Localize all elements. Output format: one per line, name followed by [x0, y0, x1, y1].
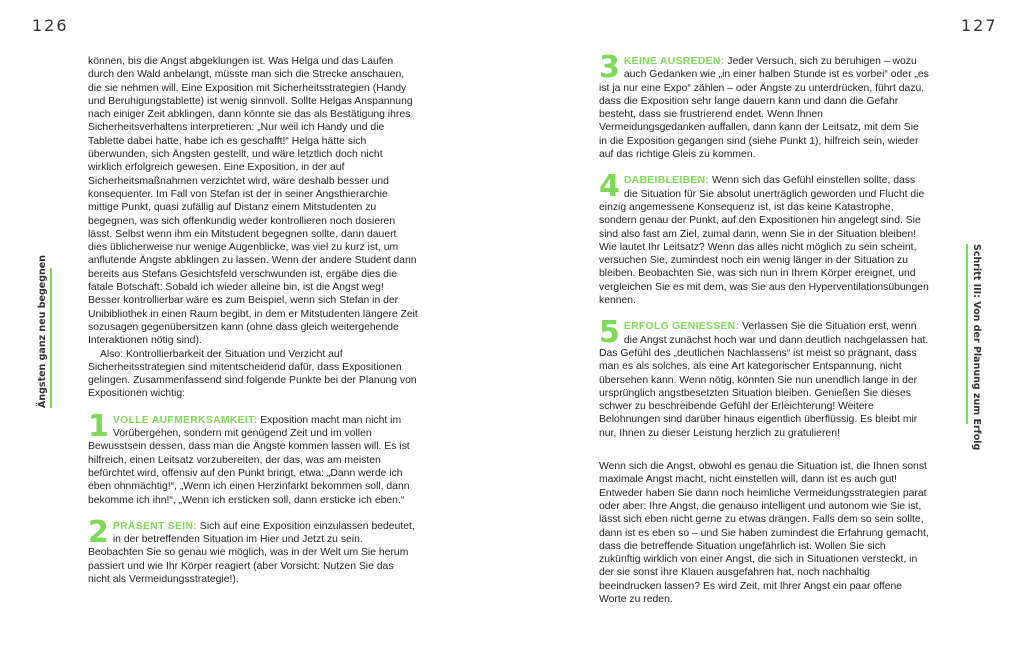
- body-paragraph: Also: Kontrollierbarkeit der Situation und Verzicht auf Sicherheitsstrategien sind mitentscheidend dafür, dass Expositionen gelingen. Zusammenfassend sind folgende Punkte bei der Planung von Expositionen wichtig:: [88, 348, 417, 400]
- left-column: [88, 55, 418, 586]
- list-item: [599, 50, 929, 161]
- list-item: [88, 408, 418, 507]
- list-item: [88, 514, 418, 586]
- item-keyword: PRÄSENT SEIN:: [112, 520, 198, 532]
- body-paragraph: Wenn sich die Angst, obwohl es genau die Situation ist, die Ihnen sonst maximale Angst macht, nicht einstellen will, dann ist es auch gut! Entweder haben Sie dann noch heimliche Vermeidungsstrategien parat oder aber: Ihre Angst, die genauso intelligent und autonom wie Sie ist, lässt sich eben nicht gerne zu etwas drängen. Falls dem so sein sollte, dann ist es eben so – und Sie haben zumindest die Erfahrung gemacht, dass die betreffende Situation ungefährlich ist. Wollen Sie sich zukünftig wirklich von einer Angst, die sich in Situationen versteckt, in der sie sonst ihre Klauen ausgefahren hat, noch nachhaltig beeindrucken lassen? Es wird Zeit, mit Ihrer Angst ein paar offene Worte zu reden.: [599, 461, 929, 605]
- item-number: 2: [88, 514, 109, 550]
- page-number-right: 127: [961, 16, 998, 35]
- item-text: Verlassen Sie die Situation erst, wenn die Angst zunächst hoch war und dann deutlich nachgelassen hat. Das Gefühl des „deutlichen Nachlassens“ ist meist so prägnant, dass man es als solches, als eine Art kategorischer Entspannung, nicht übersehen kann. Wenn nötig, könnten Sie nun unendlich lange in der ursprünglich angstbesetzten Situation bleiben. Genießen Sie dieses schwer zu beschreibende Gefühl der Erleichterung! Weitere Belohnungen sind darüber hinaus eigentlich überflüssig. Es bleibt mir nur, Ihnen zu dieser Leistung herzlich zu gratulieren!: [599, 321, 929, 439]
- item-number: 5: [599, 315, 620, 351]
- list-item: [599, 169, 929, 307]
- sidebar-label-right: Schritt III: Von der Planung zum Erfolg: [971, 244, 982, 451]
- list-item: [599, 315, 929, 440]
- page-number-left: 126: [32, 16, 69, 35]
- item-number: 3: [599, 50, 620, 85]
- item-keyword: DABEIBLEIBEN:: [623, 175, 710, 187]
- item-number: 4: [599, 169, 620, 205]
- item-text: Wenn sich das Gefühl einstellen sollte, dass die Situation für Sie absolut unerträglich geworden und Flucht die einzig angemessene Konsequenz ist, ist das keine Katastrophe, sondern genau der Punkt, auf den Expositionen hin angelegt sind. Sie sind also fast am Ziel, zumal dann, wenn Sie in der Situation bleiben! Wie lautet Ihr Leitsatz? Wenn das alles nicht möglich zu sein scheint, versuchen Sie, zumindest noch ein wenig länger in der Situation zu bleiben. Beobachten Sie, was sich nun in Ihrem Körper ereignet, und vergleichen Sie es mit dem, was Sie aus den Hyperventilationsübungen kennen.: [599, 175, 929, 307]
- item-keyword: KEINE AUSREDEN:: [623, 56, 725, 67]
- right-column: [599, 50, 929, 606]
- item-text: Exposition macht man nicht im Vorübergehen, sondern mit genügend Zeit und im vollen Bewusstsein dessen, dass man die Ängste kommen lassen will. Es ist hilfreich, einen Leitsatz vorzubereiten, der das, was am meisten befürchtet wird, offensiv auf den Punkt bringt, etwa: „Dann werde ich eben ohnmächtig!“, „Wenn ich einen Herzinfarkt bekommen soll, dann bekomme ich ihn!“, „Wenn ich ersticken soll, dann ersticke ich eben.“: [88, 414, 410, 506]
- body-paragraph: können, bis die Angst abgeklungen ist. Was Helga und das Laufen durch den Wald anbelangt, müsste man sich die Strecke anschauen, die sie nehmen will. Eine Exposition mit Sicherheitsstrategien (Handy und Beruhigungstablette) ist wenig sinnvoll. Sollte Helgas Anspannung nach einiger Zeit abklingen, dann könnte sie das als Bestätigung ihres Sicherheitsverhaltens interpretieren: „Nur weil ich Handy und die Tablette dabei hatte, habe ich es geschafft!“ Helga hätte sich überwunden, sich Ängsten gestellt, und wäre letztlich doch nicht wirklich erfolgreich gewesen. Eine Exposition, in der auf Sicherheitsmaßnahmen verzichtet wird, wäre deshalb besser und konsequenter. Im Fall von Stefan ist der in seiner Angsthierarchie mittige Punkt, quasi zufällig auf Distanz einem Mitstudenten zu begegnen, was sich offenkundig weder kontrollieren noch dosieren lässt. Selbst wenn ihm ein Mitstudent begegnen sollte, dann dauert dies üblicherweise nur wenige Augenblicke, was viel zu kurz ist, um anflutende Ängste abklingen zu lassen. Wenn der andere Student dann bereits aus Stefans Gesichtsfeld verschwunden ist, ergäbe dies die fatale Botschaft: Sobald ich wieder alleine bin, ist die Angst weg! Besser kontrollierbar wäre es zum Beispiel, wenn sich Stefan in der Unibibliothek in einen Raum begibt, in dem er Mitstudenten längere Zeit sozusagen gegenübersitzen kann (ohne dass gleich weitergehende Interaktionen nötig sind).: [88, 56, 418, 347]
- item-number: 1: [88, 408, 109, 444]
- sidebar-label-left: Ängsten ganz neu begegnen: [37, 255, 48, 408]
- sidebar-chapter-left: [36, 255, 52, 408]
- item-keyword: ERFOLG GENIESSEN:: [623, 321, 740, 333]
- item-text: Sich auf eine Exposition einzulassen bedeutet, in der betreffenden Situation im Hier und Jetzt zu sein. Beobachten Sie so genau wie möglich, was in der Welt um Sie herum passiert und wie Ihr Körper reagiert (aber Vorsicht: Nutzen Sie das nicht als Vermeidungsstrategie!).: [88, 520, 415, 585]
- sidebar-chapter-right: [966, 244, 982, 451]
- item-text: Jeder Versuch, sich zu beruhigen – wozu auch Gedanken wie „in einer halben Stunde ist es vorbei“ oder „es ist ja nur eine Expo“ zählen – oder Ängste zu unterdrücken, führt dazu, dass die Exposition sehr lange dauern kann und dann die Gefahr besteht, dass sie frustrierend endet. Wenn Ihnen Vermeidungsgedanken auffallen, dann kann der Leitsatz, mit dem Sie in die Exposition gegangen sind (siehe Punkt 1), hilfreich sein, wieder auf das richtige Gleis zu kommen.: [599, 56, 929, 161]
- item-keyword: VOLLE AUFMERKSAMKEIT:: [112, 414, 258, 426]
